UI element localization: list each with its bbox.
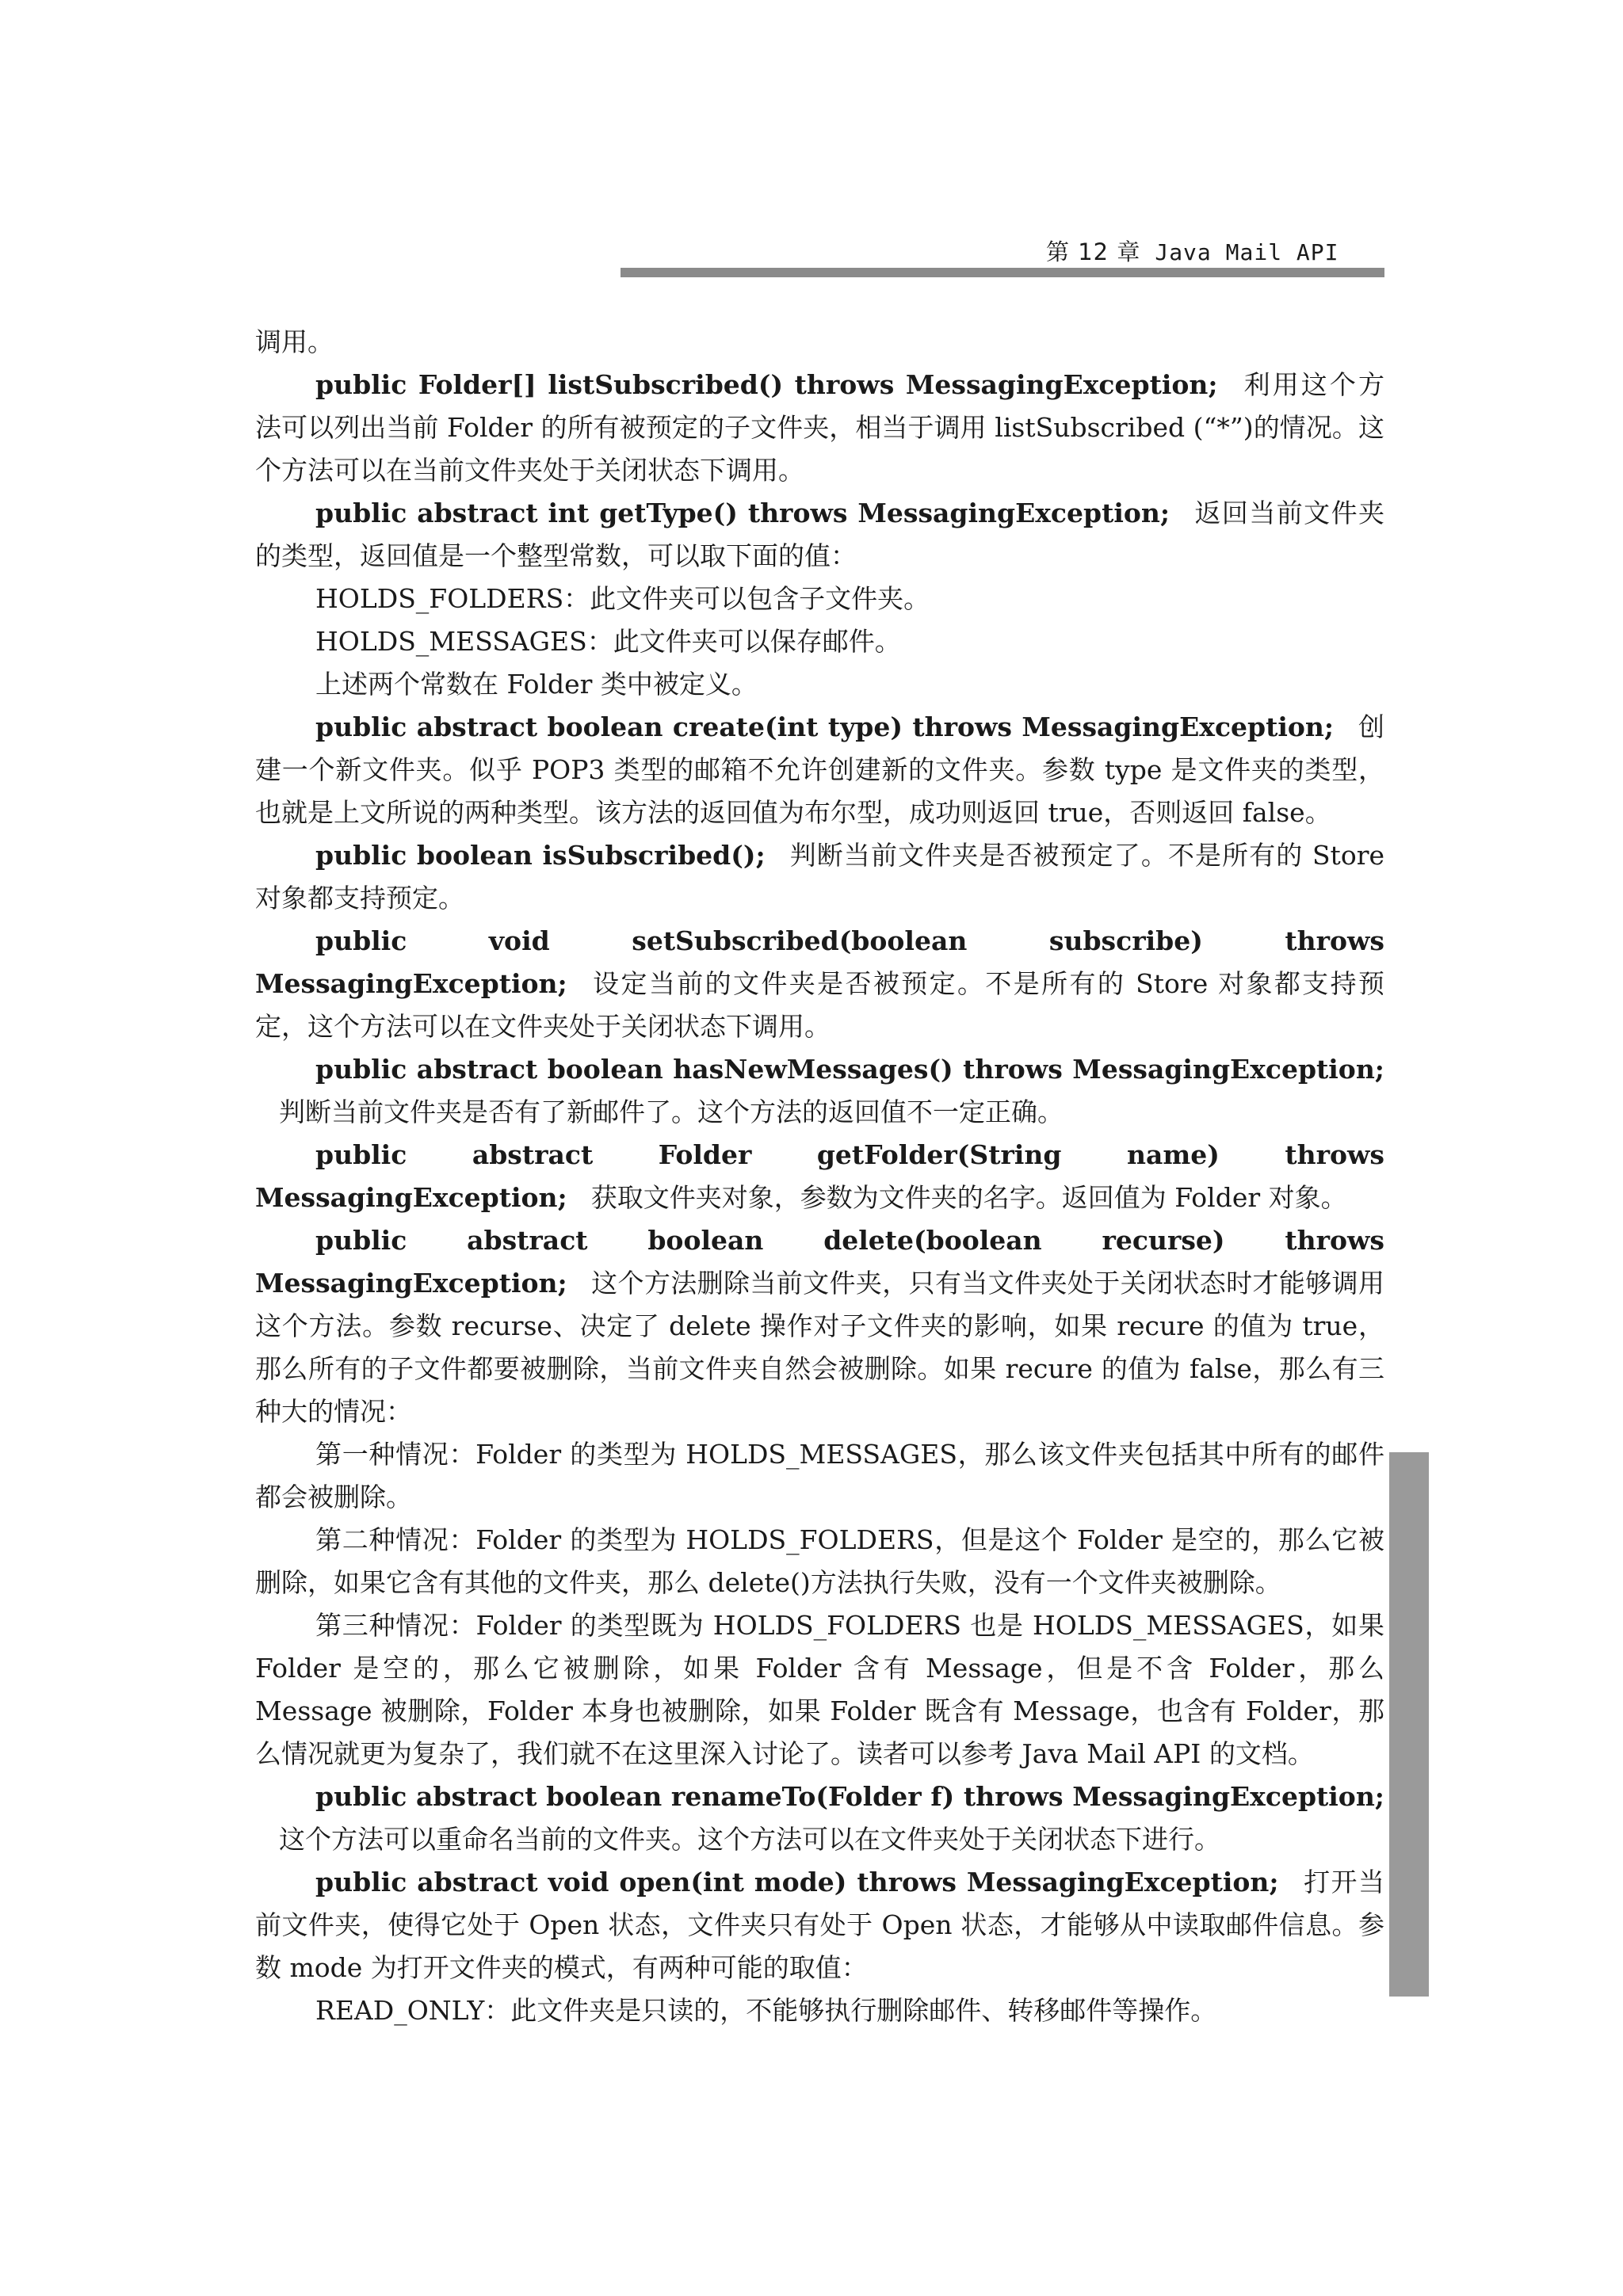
paragraph-text: HOLDS_MESSAGES：此文件夹可以保存邮件。: [315, 626, 901, 657]
paragraph-text: 打开当前文件夹，使得它处于 Open 状态，文件夹只有处于 Open 状态，才能够从中读取邮件信息。参数 mode 为打开文件夹的模式，有两种可能的取值：: [255, 1867, 1385, 1983]
method-signature: public abstract void open(int mode) throws MessagingException;: [315, 1867, 1279, 1897]
method-signature: public void setSubscribed(boolean subscribe) throws MessagingException;: [255, 925, 1384, 999]
paragraph-text: 获取文件夹对象，参数为文件夹的名字。返回值为 Folder 对象。: [590, 1182, 1347, 1213]
paragraph-text: HOLDS_FOLDERS：此文件夹可以包含子文件夹。: [315, 583, 930, 614]
paragraph-text: 第一种情况：Folder 的类型为 HOLDS_MESSAGES，那么该文件夹包括其中所有的邮件都会被删除。: [255, 1439, 1384, 1512]
paragraph: [255, 706, 1384, 834]
paragraph-text: 上述两个常数在 Folder 类中被定义。: [315, 669, 758, 700]
paragraph-text: 设定当前的文件夹是否被预定。不是所有的 Store 对象都支持预定，这个方法可以在文件夹处于关闭状态下调用。: [255, 968, 1384, 1042]
paragraph: [255, 1775, 1384, 1861]
chapter-title: Java Mail API: [1155, 239, 1339, 265]
page-body: [255, 321, 1384, 2032]
paragraph-text: 返回当前文件夹的类型，返回值是一个整型常数，可以取下面的值：: [255, 498, 1384, 571]
method-signature: public abstract boolean create(int type) throws MessagingException;: [315, 711, 1335, 742]
paragraph: [255, 1519, 1384, 1604]
paragraph-text: 调用。: [255, 326, 334, 357]
paragraph: [255, 663, 1384, 706]
paragraph-text: 这个方法可以重命名当前的文件夹。这个方法可以在文件夹处于关闭状态下进行。: [279, 1824, 1220, 1855]
paragraph: [255, 492, 1384, 578]
paragraph: [255, 1989, 1384, 2032]
side-thumb-tab: [1389, 1452, 1429, 1997]
paragraph-text: 判断当前文件夹是否有了新邮件了。这个方法的返回值不一定正确。: [279, 1097, 1064, 1127]
paragraph: [255, 1219, 1384, 1433]
paragraph: [255, 578, 1384, 620]
paragraph: [255, 1048, 1384, 1134]
paragraph-text: 利用这个方法可以列出当前 Folder 的所有被预定的子文件夹，相当于调用 listSubscribed (“*”)的情况。这个方法可以在当前文件夹处于关闭状态下调用。: [255, 369, 1384, 486]
paragraph-text: 第二种情况：Folder 的类型为 HOLDS_FOLDERS，但是这个 Folder 是空的，那么它被删除，如果它含有其他的文件夹，那么 delete()方法执行失败，没有一个文件夹被删除。: [255, 1524, 1384, 1598]
paragraph: [255, 620, 1384, 663]
paragraph-text: 判断当前文件夹是否被预定了。不是所有的 Store 对象都支持预定。: [255, 840, 1384, 913]
paragraph: [255, 920, 1384, 1048]
header-rule: [621, 268, 1384, 277]
paragraph-text: READ_ONLY：此文件夹是只读的，不能够执行删除邮件、转移邮件等操作。: [315, 1995, 1217, 2026]
method-signature: public abstract boolean renameTo(Folder f) throws MessagingException;: [315, 1781, 1384, 1812]
method-signature: public abstract Folder getFolder(String name) throws MessagingException;: [255, 1139, 1384, 1213]
paragraph-text: 这个方法删除当前文件夹，只有当文件夹处于关闭状态时才能够调用这个方法。参数 recurse、决定了 delete 操作对子文件夹的影响，如果 recure 的值为 true，那么所有的子文件都要被删除，当前文件夹自然会被删除。如果 recure 的值为 false，那么有三种大的情况：: [255, 1268, 1384, 1427]
paragraph-text: 第三种情况：Folder 的类型既为 HOLDS_FOLDERS 也是 HOLDS_MESSAGES，如果 Folder 是空的，那么它被删除，如果 Folder 含有 Message，但是不含 Folder，那么 Message 被删除，Folder 本身也被删除，如果 Folder 既含有 Message，也含有 Folder，那么情况就更为复杂了，我们就不在这里深入讨论了。读者可以参考 Java Mail API 的文档。: [255, 1610, 1384, 1769]
method-signature: public Folder[] listSubscribed() throws MessagingException;: [315, 369, 1218, 400]
method-signature: public abstract int getType() throws MessagingException;: [315, 498, 1170, 528]
method-signature: public boolean isSubscribed();: [315, 840, 766, 871]
paragraph: [255, 364, 1384, 492]
paragraph: [255, 1433, 1384, 1519]
method-signature: public abstract boolean delete(boolean recurse) throws MessagingException;: [255, 1225, 1384, 1299]
paragraph-text: 创建一个新文件夹。似乎 POP3 类型的邮箱不允许创建新的文件夹。参数 type 是文件夹的类型，也就是上文所说的两种类型。该方法的返回值为布尔型，成功则返回 true，否则返回 false。: [255, 711, 1385, 828]
paragraph: [255, 1134, 1384, 1219]
paragraph: [255, 1861, 1384, 1989]
paragraph: [255, 321, 1384, 364]
chapter-number: 第 12 章: [1046, 238, 1141, 265]
method-signature: public abstract boolean hasNewMessages() throws MessagingException;: [315, 1054, 1384, 1085]
running-header: [1046, 235, 1339, 267]
paragraph: [255, 1604, 1384, 1775]
paragraph: [255, 834, 1384, 920]
